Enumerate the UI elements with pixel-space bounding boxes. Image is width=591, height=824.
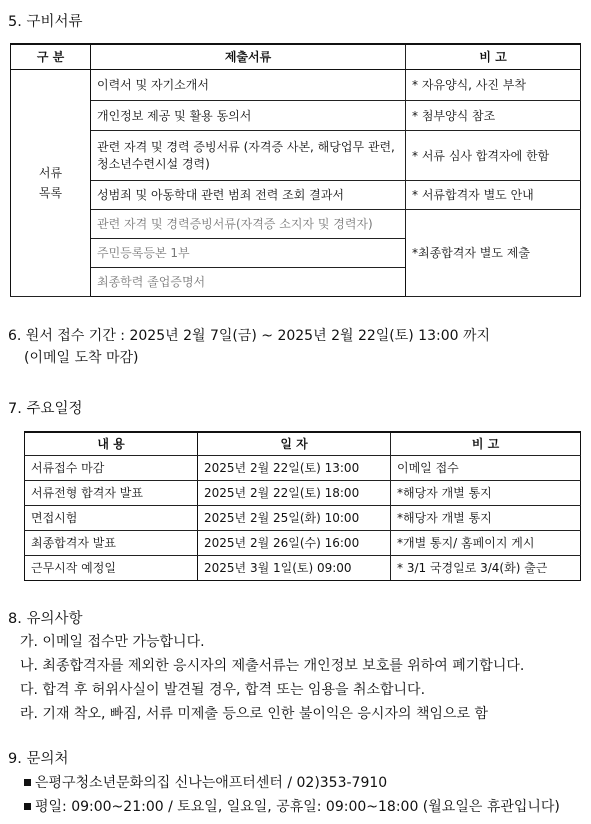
table-row [11, 181, 581, 210]
schedule-date: 2025년 3월 1일(토) 09:00 [198, 556, 391, 581]
application-period: 6. 원서 접수 기간 : 2025년 2월 7일(금) ~ 2025년 2월 22일(토) 13:00 까지 [8, 328, 491, 344]
document-note: * 서류합격자 별도 안내 [406, 181, 581, 210]
schedule-date: 2025년 2월 22일(토) 18:00 [198, 481, 391, 506]
schedule-table-header [25, 432, 581, 456]
section7-heading: 7. 주요일정 [8, 401, 83, 417]
final-note: *최종합격자 별도 제출 [406, 210, 581, 297]
schedule-item: 근무시작 예정일 [25, 556, 198, 581]
col-header-documents: 제출서류 [91, 44, 406, 70]
table-row [25, 456, 581, 481]
document-name: 성범죄 및 아동학대 관련 범죄 전력 조회 결과서 [91, 181, 406, 210]
section8-heading: 8. 유의사항 [8, 611, 83, 627]
table-row [11, 70, 581, 101]
schedule-item: 최종합격자 발표 [25, 531, 198, 556]
table-row [25, 556, 581, 581]
col-header-notes: 비 고 [406, 44, 581, 70]
schedule-date: 2025년 2월 26일(수) 16:00 [198, 531, 391, 556]
col-header-date: 일 자 [198, 432, 391, 456]
schedule-date: 2025년 2월 22일(토) 13:00 [198, 456, 391, 481]
final-document-name: 주민등록등본 1부 [91, 239, 406, 268]
notice-item: 라. 기재 착오, 빠짐, 서류 미제출 등으로 인한 불이익은 응시자의 책임으로 함 [20, 706, 489, 722]
notice-item: 다. 합격 후 허위사실이 발견될 경우, 합격 또는 임용을 취소합니다. [20, 682, 426, 698]
hours-text: 평일: 09:00~21:00 / 토요일, 일요일, 공휴일: 09:00~18:00 (월요일은 휴관입니다) [35, 799, 560, 815]
schedule-item: 서류전형 합격자 발표 [25, 481, 198, 506]
document-note: * 첨부양식 참조 [406, 101, 581, 131]
schedule-note: 이메일 접수 [391, 456, 581, 481]
section5-heading: 5. 구비서류 [8, 14, 83, 30]
schedule-item: 서류접수 마감 [25, 456, 198, 481]
table-row [11, 101, 581, 131]
hours-item [24, 796, 560, 816]
notice-item: 가. 이메일 접수만 가능합니다. [20, 634, 205, 650]
documents-table [10, 43, 581, 297]
final-document-name: 관련 자격 및 경력증빙서류(자격증 소지자 및 경력자) [91, 210, 406, 239]
table-row [11, 131, 581, 181]
schedule-note: * 3/1 국경일로 3/4(화) 출근 [391, 556, 581, 581]
contact-item [24, 772, 387, 792]
notice-item: 나. 최종합격자를 제외한 응시자의 제출서류는 개인정보 보호를 위하여 폐기합니다. [20, 658, 525, 674]
document-name: 관련 자격 및 경력 증빙서류 (자격증 사본, 해당업무 관련, 청소년수련시설 경력) [91, 131, 406, 181]
category-cell [11, 70, 91, 297]
section9-heading: 9. 문의처 [8, 751, 69, 767]
document-name: 개인정보 제공 및 활용 동의서 [91, 101, 406, 131]
schedule-note: *해당자 개별 통지 [391, 481, 581, 506]
col-header-item: 내 용 [25, 432, 198, 456]
col-header-category: 구 분 [11, 44, 91, 70]
col-header-note: 비 고 [391, 432, 581, 456]
table-row [25, 506, 581, 531]
schedule-table [24, 431, 581, 581]
category-line2: 목록 [38, 186, 63, 200]
document-note: * 서류 심사 합격자에 한함 [406, 131, 581, 181]
documents-table-header [11, 44, 581, 70]
contact-text: 은평구청소년문화의집 신나는애프터센터 / 02)353-7910 [35, 775, 388, 791]
schedule-note: *개별 통지/ 홈페이지 게시 [391, 531, 581, 556]
document-note: * 자유양식, 사진 부착 [406, 70, 581, 101]
square-bullet-icon [24, 803, 31, 810]
final-document-name: 최종학력 졸업증명서 [91, 268, 406, 297]
application-period-note: (이메일 도착 마감) [24, 350, 139, 366]
schedule-note: *해당자 개별 통지 [391, 506, 581, 531]
table-row [25, 481, 581, 506]
table-row [11, 210, 581, 239]
document-name: 이력서 및 자기소개서 [91, 70, 406, 101]
table-row [25, 531, 581, 556]
schedule-item: 면접시험 [25, 506, 198, 531]
schedule-date: 2025년 2월 25일(화) 10:00 [198, 506, 391, 531]
category-line1: 서류 [38, 166, 63, 180]
square-bullet-icon [24, 779, 31, 786]
